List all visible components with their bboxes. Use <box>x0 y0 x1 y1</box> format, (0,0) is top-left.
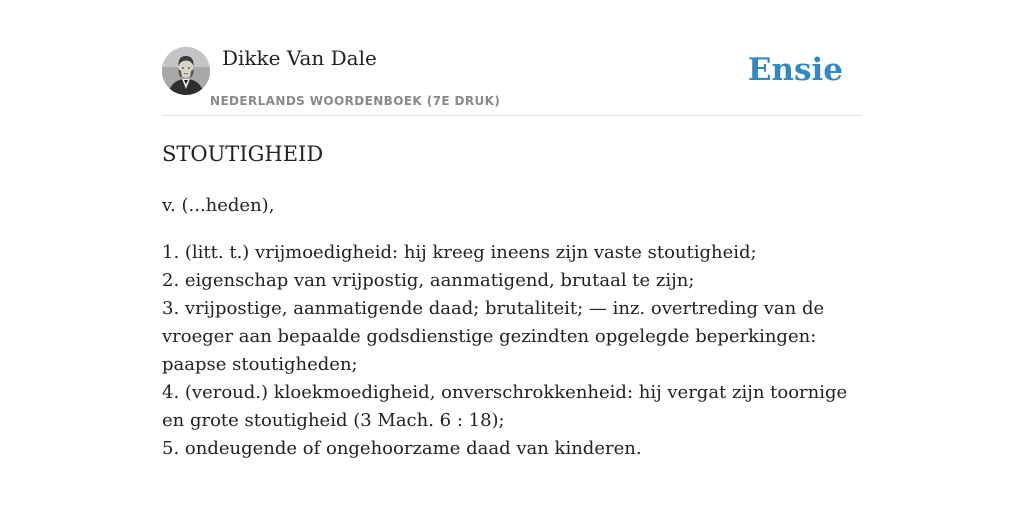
author-avatar[interactable] <box>162 47 210 95</box>
source-title[interactable]: NEDERLANDS WOORDENBOEK (7E DRUK) <box>210 94 501 108</box>
definition-item: 1. (litt. t.) vrijmoedigheid: hij kreeg ineens zijn vaste stoutigheid; <box>162 242 757 263</box>
definition-item: 5. ondeugende of ongehoorzame daad van kinderen. <box>162 438 642 459</box>
grammar-info: v. (...heden), <box>162 195 275 216</box>
definition-list <box>162 239 862 463</box>
site-logo[interactable]: Ensie <box>747 52 843 88</box>
entry-card <box>162 0 862 512</box>
author-name[interactable]: Dikke Van Dale <box>222 46 377 70</box>
portrait-icon <box>162 47 210 95</box>
definition-item: 4. (veroud.) kloekmoedigheid, onverschrokkenheid: hij vergat zijn toornige en grote stoutigheid (3 Mach. 6 : 18); <box>162 382 848 431</box>
definition-item: 2. eigenschap van vrijpostig, aanmatigend, brutaal te zijn; <box>162 270 695 291</box>
entry-header <box>162 0 862 116</box>
entry-term: STOUTIGHEID <box>162 142 324 166</box>
definition-item: 3. vrijpostige, aanmatigende daad; brutaliteit; — inz. overtreding van de vroeger aan bepaalde godsdienstige gezindten opgelegde beperkingen: paapse stoutigheden; <box>162 298 825 375</box>
